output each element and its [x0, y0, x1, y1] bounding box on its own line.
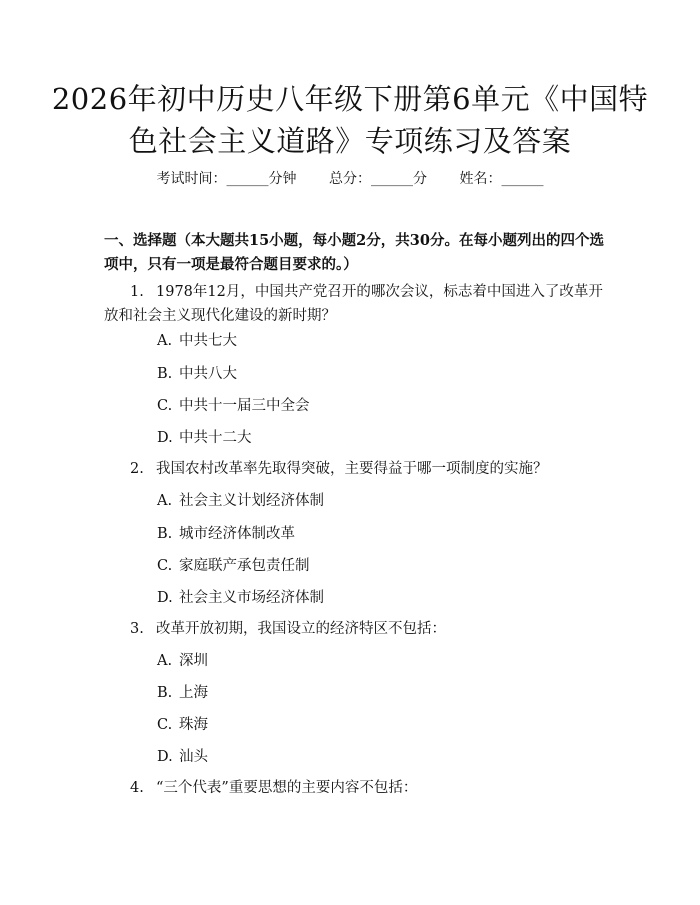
question-4-stem — [104, 776, 604, 800]
question-1-text: 1978年12月，中国共产党召开的哪次会议，标志着中国进入了改革开放和社会主义现代化建设的新时期？ — [104, 284, 603, 324]
option-text: 中共十二大 — [179, 430, 252, 446]
exam-time-field: 考试时间：______分钟 — [156, 171, 297, 187]
option-text: 汕头 — [179, 749, 208, 765]
total-score-field: 总分：______分 — [329, 171, 427, 187]
student-name-field: 姓名：______ — [459, 171, 544, 187]
option-text: 中共八大 — [179, 366, 237, 382]
question-3-number: 3. — [130, 621, 144, 637]
option-letter: B. — [157, 526, 173, 542]
question-2-option-a[interactable] — [157, 491, 324, 511]
question-3-option-a[interactable] — [157, 651, 208, 671]
question-4-number: 4. — [130, 780, 144, 796]
option-text: 中共十一届三中全会 — [179, 398, 310, 414]
question-2-stem — [104, 457, 604, 481]
option-letter: D. — [157, 430, 173, 446]
option-letter: D. — [157, 590, 173, 606]
option-letter: A. — [157, 333, 173, 349]
question-2-text: 我国农村改革率先取得突破，主要得益于哪一项制度的实施？ — [156, 461, 548, 477]
page-title: 2026年初中历史八年级下册第6单元《中国特色社会主义道路》专项练习及答案 — [51, 82, 649, 158]
section-heading: 一、选择题（本大题共15小题，每小题2分，共30分。在每小题列出的四个选项中，只有一项是最符合题目要求的。） — [104, 232, 604, 273]
option-letter: B. — [157, 685, 173, 701]
option-text: 珠海 — [179, 717, 208, 733]
question-1-option-a[interactable] — [157, 331, 237, 351]
option-text: 上海 — [179, 685, 208, 701]
option-letter: C. — [157, 398, 173, 414]
option-letter: A. — [157, 493, 173, 509]
question-3-stem — [104, 617, 604, 641]
option-letter: C. — [157, 717, 173, 733]
question-3-option-d[interactable] — [157, 747, 208, 767]
question-2-option-b[interactable] — [157, 524, 295, 544]
question-1-option-d[interactable] — [157, 428, 252, 448]
option-letter: A. — [157, 653, 173, 669]
option-letter: D. — [157, 749, 173, 765]
option-text: 家庭联产承包责任制 — [179, 558, 310, 574]
question-3-option-c[interactable] — [157, 715, 208, 735]
option-text: 中共七大 — [179, 333, 237, 349]
question-1-option-c[interactable] — [157, 396, 310, 416]
exam-meta — [0, 170, 700, 188]
option-text: 深圳 — [179, 653, 208, 669]
question-3-option-b[interactable] — [157, 683, 208, 703]
question-2-option-d[interactable] — [157, 588, 324, 608]
option-letter: B. — [157, 366, 173, 382]
question-3-text: 改革开放初期，我国设立的经济特区不包括： — [156, 621, 446, 637]
question-1-option-b[interactable] — [157, 364, 237, 384]
option-text: 社会主义市场经济体制 — [179, 590, 324, 606]
question-1-stem — [104, 280, 604, 328]
question-1-number: 1. — [130, 284, 144, 300]
option-text: 社会主义计划经济体制 — [179, 493, 324, 509]
question-2-number: 2. — [130, 461, 144, 477]
option-text: 城市经济体制改革 — [179, 526, 295, 542]
question-2-option-c[interactable] — [157, 556, 310, 576]
question-4-text: “三个代表”重要思想的主要内容不包括： — [156, 780, 418, 796]
option-letter: C. — [157, 558, 173, 574]
